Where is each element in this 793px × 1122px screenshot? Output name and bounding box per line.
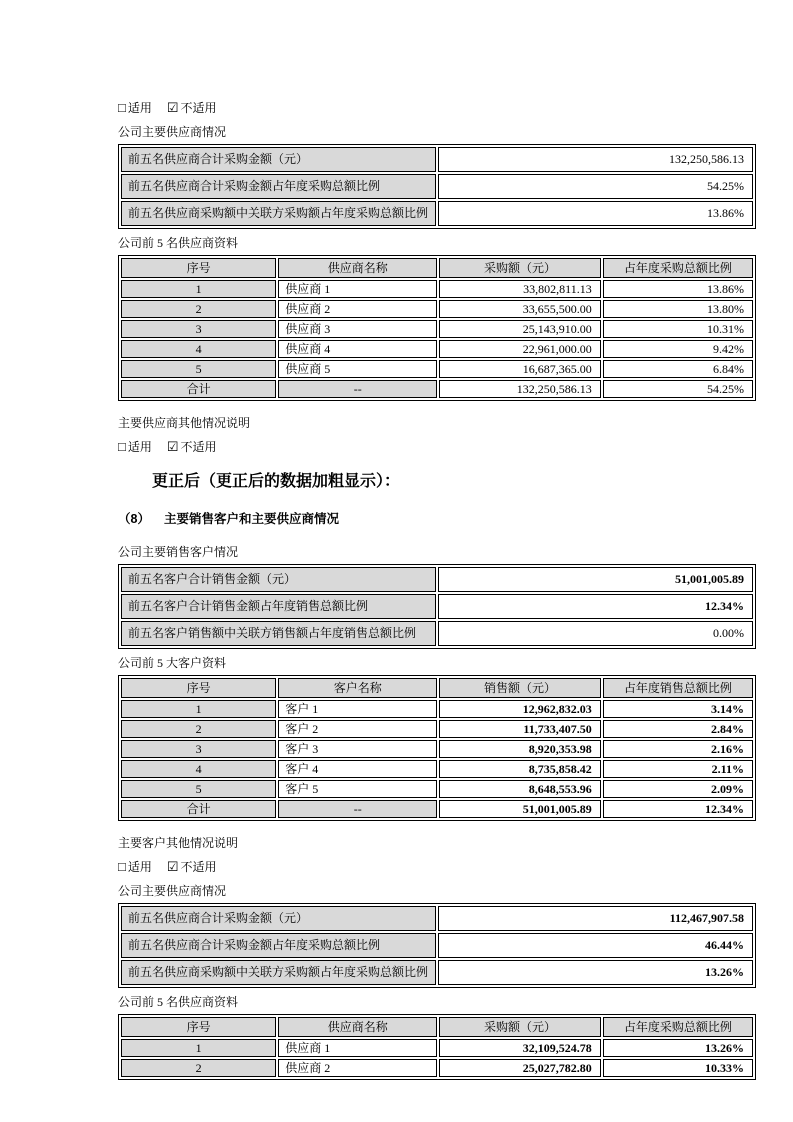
section-title: 主要销售客户和主要供应商情况 bbox=[163, 512, 339, 526]
document-content bbox=[118, 100, 756, 1080]
table-cell: 8,920,353.98 bbox=[439, 740, 601, 758]
summary-row bbox=[121, 201, 753, 226]
customer-summary-title: 公司主要销售客户情况 bbox=[118, 545, 239, 559]
summary-row bbox=[121, 906, 753, 931]
table-cell: 供应商 3 bbox=[278, 320, 437, 338]
before-supplier-summary-table bbox=[118, 144, 756, 229]
table-cell: 2.84% bbox=[603, 720, 753, 738]
column-header: 供应商名称 bbox=[278, 258, 437, 278]
applicability-line-3 bbox=[118, 859, 756, 875]
table-row bbox=[121, 720, 753, 738]
header-row bbox=[121, 678, 753, 698]
table-cell: 供应商 1 bbox=[278, 1039, 437, 1057]
table-cell: 54.25% bbox=[603, 380, 753, 398]
summary-row bbox=[121, 621, 753, 646]
table-cell: 4 bbox=[121, 760, 276, 778]
corrected-supplier-detail-title: 公司前 5 名供应商资料 bbox=[118, 995, 239, 1009]
table-cell: 12.34% bbox=[603, 800, 753, 818]
table-cell: 3.14% bbox=[603, 700, 753, 718]
row-value: 51,001,005.89 bbox=[438, 567, 753, 592]
column-header: 序号 bbox=[121, 258, 276, 278]
table-cell: 33,655,500.00 bbox=[439, 300, 601, 318]
checkbox-checked-icon: ☑ bbox=[166, 439, 179, 454]
checkbox-unchecked-icon: □ bbox=[118, 100, 126, 115]
row-label: 前五名供应商合计采购金额占年度采购总额比例 bbox=[121, 933, 436, 958]
column-header: 采购额（元） bbox=[439, 258, 601, 278]
checkbox-checked-icon: ☑ bbox=[166, 100, 179, 115]
row-label: 前五名供应商合计采购金额（元） bbox=[121, 906, 436, 931]
table-cell: 13.26% bbox=[603, 1039, 753, 1057]
before-supplier-note: 主要供应商其他情况说明 bbox=[118, 416, 251, 430]
table-row bbox=[121, 1039, 753, 1057]
applicable-label: 适用 bbox=[127, 860, 152, 874]
summary-row bbox=[121, 960, 753, 985]
table-cell: 33,802,811.13 bbox=[439, 280, 601, 298]
table-cell: 供应商 4 bbox=[278, 340, 437, 358]
checkbox-unchecked-icon: □ bbox=[118, 859, 126, 874]
row-value: 132,250,586.13 bbox=[438, 147, 753, 172]
column-header: 客户名称 bbox=[278, 678, 437, 698]
table-cell: 5 bbox=[121, 780, 276, 798]
corrected-heading: 更正后（更正后的数据加粗显示）： bbox=[152, 473, 401, 490]
column-header: 序号 bbox=[121, 1017, 276, 1037]
table-cell: 2 bbox=[121, 300, 276, 318]
table-cell: 10.31% bbox=[603, 320, 753, 338]
table-row bbox=[121, 780, 753, 798]
customer-note: 主要客户其他情况说明 bbox=[118, 836, 239, 850]
not-applicable-label: 不适用 bbox=[180, 860, 217, 874]
table-cell: 1 bbox=[121, 1039, 276, 1057]
table-cell: -- bbox=[278, 800, 437, 818]
table-cell: 16,687,365.00 bbox=[439, 360, 601, 378]
table-cell: 25,143,910.00 bbox=[439, 320, 601, 338]
table-cell: 132,250,586.13 bbox=[439, 380, 601, 398]
row-value: 112,467,907.58 bbox=[438, 906, 753, 931]
table-cell: 客户 4 bbox=[278, 760, 437, 778]
row-label: 前五名客户合计销售金额占年度销售总额比例 bbox=[121, 594, 436, 619]
table-cell: 25,027,782.80 bbox=[439, 1059, 601, 1077]
table-row bbox=[121, 320, 753, 338]
customer-summary-table bbox=[118, 564, 756, 649]
column-header: 采购额（元） bbox=[439, 1017, 601, 1037]
table-cell: 2.09% bbox=[603, 780, 753, 798]
summary-row bbox=[121, 933, 753, 958]
table-cell: 1 bbox=[121, 700, 276, 718]
table-cell: 9.42% bbox=[603, 340, 753, 358]
customer-detail-table bbox=[118, 675, 756, 821]
table-cell: 合计 bbox=[121, 380, 276, 398]
row-value: 54.25% bbox=[438, 174, 753, 199]
table-row bbox=[121, 740, 753, 758]
applicability-line-1 bbox=[118, 100, 756, 116]
row-value: 13.26% bbox=[438, 960, 753, 985]
table-cell: 8,648,553.96 bbox=[439, 780, 601, 798]
corrected-supplier-detail-table bbox=[118, 1014, 756, 1080]
table-row bbox=[121, 800, 753, 818]
row-value: 13.86% bbox=[438, 201, 753, 226]
table-cell: 13.86% bbox=[603, 280, 753, 298]
column-header: 销售额（元） bbox=[439, 678, 601, 698]
applicability-line-2 bbox=[118, 439, 756, 455]
table-cell: 3 bbox=[121, 740, 276, 758]
before-supplier-summary-title: 公司主要供应商情况 bbox=[118, 125, 227, 139]
table-cell: 供应商 2 bbox=[278, 1059, 437, 1077]
table-cell: 12,962,832.03 bbox=[439, 700, 601, 718]
table-row bbox=[121, 760, 753, 778]
table-row bbox=[121, 1059, 753, 1077]
table-cell: 客户 2 bbox=[278, 720, 437, 738]
before-supplier-detail-table bbox=[118, 255, 756, 401]
summary-row bbox=[121, 147, 753, 172]
customer-detail-title: 公司前 5 大客户资料 bbox=[118, 656, 227, 670]
table-cell: 13.80% bbox=[603, 300, 753, 318]
table-cell: 客户 1 bbox=[278, 700, 437, 718]
row-label: 前五名供应商合计采购金额（元） bbox=[121, 147, 436, 172]
table-cell: 供应商 1 bbox=[278, 280, 437, 298]
table-cell: 32,109,524.78 bbox=[439, 1039, 601, 1057]
table-cell: 10.33% bbox=[603, 1059, 753, 1077]
table-cell: 客户 3 bbox=[278, 740, 437, 758]
corrected-supplier-summary-table bbox=[118, 903, 756, 988]
table-cell: 供应商 5 bbox=[278, 360, 437, 378]
table-cell: 4 bbox=[121, 340, 276, 358]
table-cell: 1 bbox=[121, 280, 276, 298]
table-cell: 3 bbox=[121, 320, 276, 338]
table-cell: 2.16% bbox=[603, 740, 753, 758]
corrected-supplier-summary-title: 公司主要供应商情况 bbox=[118, 884, 227, 898]
applicable-label: 适用 bbox=[127, 101, 152, 115]
row-label: 前五名供应商采购额中关联方采购额占年度采购总额比例 bbox=[121, 960, 436, 985]
column-header: 占年度采购总额比例 bbox=[603, 1017, 753, 1037]
summary-row bbox=[121, 594, 753, 619]
table-row bbox=[121, 380, 753, 398]
row-value: 12.34% bbox=[438, 594, 753, 619]
table-cell: 6.84% bbox=[603, 360, 753, 378]
checkbox-checked-icon: ☑ bbox=[166, 859, 179, 874]
row-label: 前五名供应商合计采购金额占年度采购总额比例 bbox=[121, 174, 436, 199]
table-row bbox=[121, 300, 753, 318]
column-header: 占年度销售总额比例 bbox=[603, 678, 753, 698]
applicable-label: 适用 bbox=[127, 440, 152, 454]
not-applicable-label: 不适用 bbox=[180, 440, 217, 454]
table-row bbox=[121, 340, 753, 358]
table-cell: 客户 5 bbox=[278, 780, 437, 798]
table-cell: 2.11% bbox=[603, 760, 753, 778]
section-8-heading bbox=[118, 511, 756, 528]
table-row bbox=[121, 280, 753, 298]
row-value: 0.00% bbox=[438, 621, 753, 646]
before-supplier-detail-title: 公司前 5 名供应商资料 bbox=[118, 236, 239, 250]
section-number: （8） bbox=[118, 512, 150, 526]
table-cell: 51,001,005.89 bbox=[439, 800, 601, 818]
row-value: 46.44% bbox=[438, 933, 753, 958]
table-cell: 供应商 2 bbox=[278, 300, 437, 318]
column-header: 供应商名称 bbox=[278, 1017, 437, 1037]
table-cell: 8,735,858.42 bbox=[439, 760, 601, 778]
row-label: 前五名供应商采购额中关联方采购额占年度采购总额比例 bbox=[121, 201, 436, 226]
header-row bbox=[121, 1017, 753, 1037]
table-cell: 22,961,000.00 bbox=[439, 340, 601, 358]
table-cell: 2 bbox=[121, 1059, 276, 1077]
checkbox-unchecked-icon: □ bbox=[118, 439, 126, 454]
summary-row bbox=[121, 174, 753, 199]
column-header: 占年度采购总额比例 bbox=[603, 258, 753, 278]
column-header: 序号 bbox=[121, 678, 276, 698]
row-label: 前五名客户合计销售金额（元） bbox=[121, 567, 436, 592]
not-applicable-label: 不适用 bbox=[180, 101, 217, 115]
table-cell: -- bbox=[278, 380, 437, 398]
table-cell: 合计 bbox=[121, 800, 276, 818]
table-cell: 2 bbox=[121, 720, 276, 738]
header-row bbox=[121, 258, 753, 278]
summary-row bbox=[121, 567, 753, 592]
table-cell: 5 bbox=[121, 360, 276, 378]
row-label: 前五名客户销售额中关联方销售额占年度销售总额比例 bbox=[121, 621, 436, 646]
table-row bbox=[121, 360, 753, 378]
table-row bbox=[121, 700, 753, 718]
table-cell: 11,733,407.50 bbox=[439, 720, 601, 738]
